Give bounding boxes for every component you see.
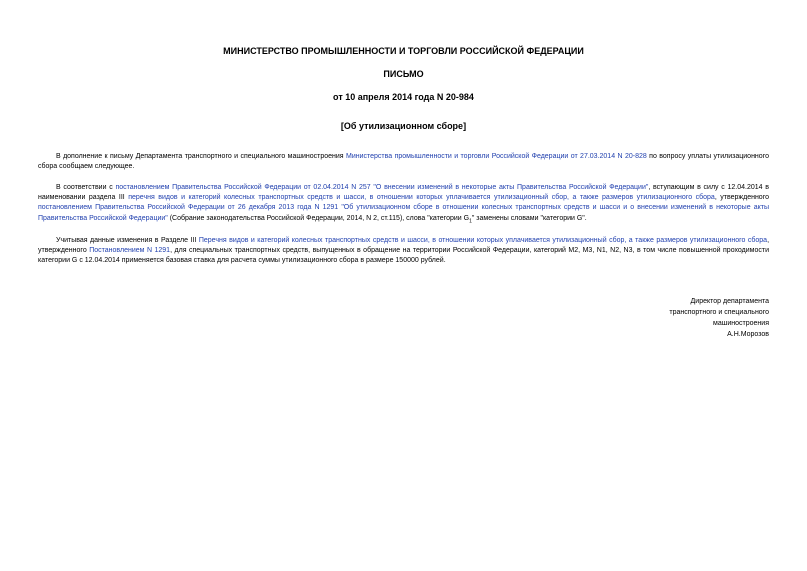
p3-link-resolution-1291[interactable]: Постановлением N 1291 (89, 247, 171, 255)
p2-text-4: (Собрание законодательства Российской Федерации, 2014, N 2, ст.115), слова "категории G (167, 214, 470, 222)
p3-text-3: , для специальных транспортных средств, выпущенных в обращение на территории Российской Федерации, категорий М2, М3, N1, N2, N3, в том числе повышенной проходимости категории G с 12.04.2014 применяется базовая ставка для расчета суммы утилизационного сбора в размере 150000 рублей. (38, 247, 769, 265)
document-type: ПИСЬМО (383, 69, 424, 79)
document-subject: [Об утилизационном сборе] (340, 121, 467, 131)
paragraph-1 (38, 152, 769, 172)
p1-text-1: В дополнение к письму Департамента транспортного и специального машиностроения (56, 153, 346, 160)
signature-title-line-2: транспортного и специального (669, 309, 769, 316)
p2-text-2: , вступающим в силу с 12.04.2014 в наименовании раздела III (38, 184, 770, 202)
p2-subscript: 1 (469, 218, 472, 224)
p2-link-resolution-257[interactable]: постановлением Правительства Российской Федерации от 02.04.2014 N 257 "О внесении изменений в некоторые акты Правительства Российской Федерации" (115, 184, 649, 191)
paragraph-2 (38, 183, 769, 226)
signature-title-line-1: Директор департамента (690, 298, 769, 305)
p3-link-vehicle-list[interactable]: Перечня видов и категорий колесных транспортных средств и шасси, в отношении которых уплачивается утилизационный сбор, а также размеров утилизационного сбора (198, 237, 768, 244)
document-date: от 10 апреля 2014 года N 20-984 (333, 92, 474, 102)
p2-text-3: , утвержденного (714, 194, 769, 202)
p1-text-2: по вопросу уплаты утилизационного сбора сообщаем следующее. (38, 153, 769, 171)
p2-text-1: В соответствии с (56, 184, 116, 191)
p2-text-5: " заменены словами "категории G". (471, 214, 587, 222)
p1-link-letter-20-828[interactable]: Министерства промышленности и торговли Российской Федерации от 27.03.2014 N 20-828 (346, 153, 647, 160)
p2-link-vehicle-list[interactable]: перечня видов и категорий колесных транспортных средств и шасси, в отношении которых уплачивается утилизационный сбор, а также размеров утилизационного сбора (128, 194, 715, 202)
signature-name: А.Н.Морозов (727, 331, 769, 338)
p2-link-resolution-1291[interactable]: постановлением Правительства Российской Федерации от 26 декабря 2013 года N 1291 "Об утилизационном сборе в отношении колесных транспортных средств и шасси и о внесении изменений в некоторые акты Правительства Российской Федерации" (38, 204, 769, 222)
p3-text-2: , утвержденного (38, 237, 770, 255)
paragraph-3 (38, 236, 769, 267)
p3-text-1: Учитывая данные изменения в Разделе III (56, 237, 199, 244)
ministry-name: МИНИСТЕРСТВО ПРОМЫШЛЕННОСТИ И ТОРГОВЛИ РОССИЙСКОЙ ФЕДЕРАЦИИ (223, 46, 584, 56)
signature-title-line-3: машиностроения (713, 320, 769, 327)
